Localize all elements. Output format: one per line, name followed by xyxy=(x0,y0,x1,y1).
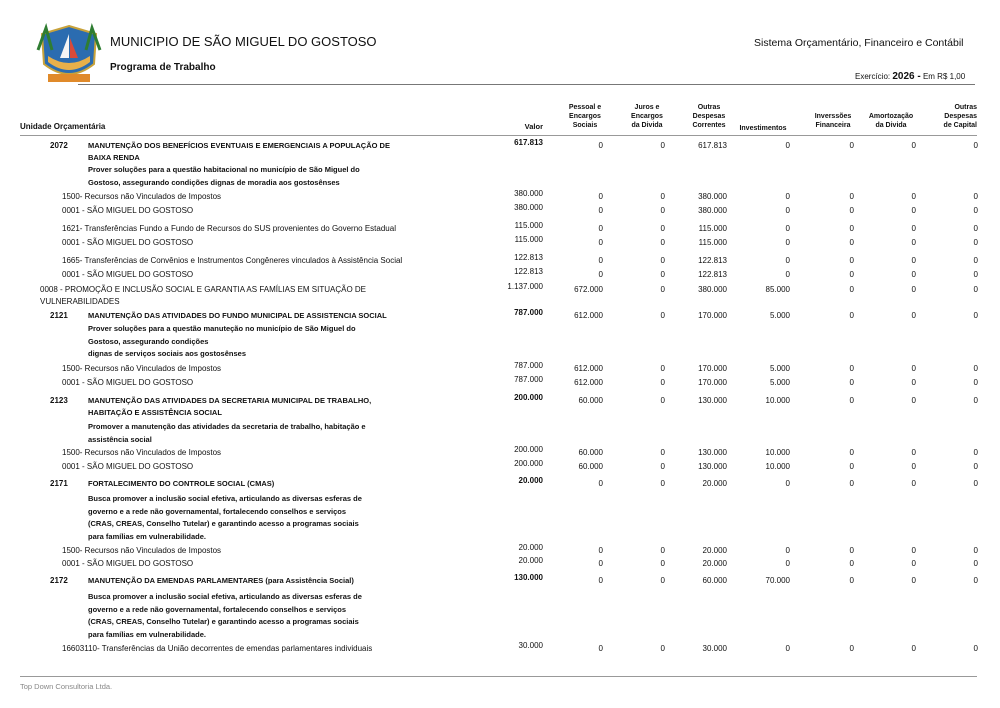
footer-divider xyxy=(20,676,977,677)
action-code: 2171 xyxy=(50,479,68,488)
cell-value: 20.000 xyxy=(702,546,727,555)
cell-value: 380.000 xyxy=(698,206,727,215)
cell-value: 0 xyxy=(598,546,603,555)
col-juros-l1: Juros e xyxy=(634,104,660,111)
cell-value: 0 xyxy=(911,644,916,653)
col-outras-correntes xyxy=(684,103,734,130)
cell-value: 380.000 xyxy=(514,189,543,198)
cell-value: 0 xyxy=(598,644,603,653)
cell-value: 0 xyxy=(660,256,665,265)
cell-value: 5.000 xyxy=(769,364,790,373)
cell-value: 20.000 xyxy=(702,559,727,568)
cell-value: 130.000 xyxy=(698,462,727,471)
cell-value: 787.000 xyxy=(514,308,543,317)
col-cap-l3: de Capital xyxy=(943,122,977,129)
cell-value: 20.000 xyxy=(518,556,543,565)
cell-value: 0 xyxy=(598,256,603,265)
col-inv-l1: Inverssões xyxy=(814,113,852,120)
cell-value: 0 xyxy=(660,479,665,488)
cell-value: 0 xyxy=(911,448,916,457)
row-label: 0001 - SÃO MIGUEL DO GOSTOSO xyxy=(62,559,194,568)
row-label: 0001 - SÃO MIGUEL DO GOSTOSO xyxy=(62,378,194,387)
table-row xyxy=(0,203,1000,219)
col-oc-l2: Despesas xyxy=(692,113,726,120)
cell-value: 787.000 xyxy=(514,375,543,384)
col-oc-l1: Outras xyxy=(697,104,721,111)
cell-value: 0 xyxy=(660,311,665,320)
row-label: 1500- Recursos não Vinculados de Impostos xyxy=(62,448,222,457)
cell-value: 0 xyxy=(973,462,978,471)
table-row xyxy=(0,543,1000,559)
col-inversoes xyxy=(805,112,861,130)
cell-value: 0 xyxy=(911,559,916,568)
description-line: para famílias em vulnerabilidade. xyxy=(88,629,206,639)
description-line: (CRAS, CREAS, Conselho Tutelar) e garantindo acesso a programas sociais xyxy=(88,519,359,528)
cell-value: 115.000 xyxy=(698,224,727,233)
col-cap-l1: Outras xyxy=(954,104,977,111)
col-oc-l3: Correntes xyxy=(692,122,726,129)
cell-value: 10.000 xyxy=(765,448,790,457)
cell-value: 60.000 xyxy=(578,462,603,471)
cell-value: 0 xyxy=(911,192,916,201)
cell-value: 0 xyxy=(785,206,790,215)
cell-value: 617.813 xyxy=(514,138,543,147)
cell-value: 0 xyxy=(785,270,790,279)
cell-value: 0 xyxy=(973,238,978,247)
cell-value: 612.000 xyxy=(574,378,603,387)
cell-value: 0 xyxy=(785,479,790,488)
cell-value: 0 xyxy=(849,224,854,233)
cell-value: 70.000 xyxy=(765,576,790,585)
row-label: 0001 - SÃO MIGUEL DO GOSTOSO xyxy=(62,270,194,279)
cell-value: 0 xyxy=(660,285,665,294)
cell-value: 200.000 xyxy=(514,459,543,468)
description-line: assistência social xyxy=(88,434,152,444)
cell-value: 0 xyxy=(660,141,665,150)
cell-value: 0 xyxy=(849,311,854,320)
cell-value: 85.000 xyxy=(765,285,790,294)
cell-value: 0 xyxy=(660,270,665,279)
row-label: MANUTENÇÃO DOS BENEFÍCIOS EVENTUAIS E EMERGENCIAIS A POPULAÇÃO DE xyxy=(88,141,390,150)
cell-value: 0 xyxy=(598,559,603,568)
table-row xyxy=(0,267,1000,283)
cell-value: 115.000 xyxy=(514,235,543,244)
col-pessoal xyxy=(560,103,610,130)
cell-value: 0 xyxy=(911,546,916,555)
description-line: dignas de serviços sociais aos gostosênses xyxy=(88,349,246,358)
cell-value: 0 xyxy=(849,192,854,201)
cell-value: 0 xyxy=(660,462,665,471)
row-label: MANUTENÇÃO DAS ATIVIDADES DA SECRETARIA MUNICIPAL DE TRABALHO, xyxy=(88,396,372,405)
cell-value: 0 xyxy=(973,141,978,150)
cell-value: 380.000 xyxy=(698,285,727,294)
table-row xyxy=(0,393,1000,417)
cell-value: 122.813 xyxy=(514,267,543,276)
cell-value: 0 xyxy=(911,576,916,585)
row-label: 1500- Recursos não Vinculados de Impostos xyxy=(62,546,222,555)
row-label: 0001 - SÃO MIGUEL DO GOSTOSO xyxy=(62,206,194,215)
table-row xyxy=(0,573,1000,589)
cell-value: 0 xyxy=(973,396,978,405)
columns-divider xyxy=(20,135,977,136)
cell-value: 0 xyxy=(973,224,978,233)
table-row xyxy=(0,361,1000,377)
cell-value: 1.137.000 xyxy=(507,282,543,291)
cell-value: 0 xyxy=(598,238,603,247)
cell-value: 0 xyxy=(785,238,790,247)
cell-value: 0 xyxy=(911,141,916,150)
description-line: Gostoso, assegurando condições dignas de moradia aos gostosênses xyxy=(88,177,340,187)
cell-value: 200.000 xyxy=(514,445,543,454)
cell-value: 0 xyxy=(849,559,854,568)
cell-value: 380.000 xyxy=(698,192,727,201)
action-description xyxy=(88,591,362,641)
cell-value: 30.000 xyxy=(518,641,543,650)
table-row xyxy=(0,476,1000,492)
cell-value: 0 xyxy=(849,396,854,405)
cell-value: 0 xyxy=(911,462,916,471)
system-name: Sistema Orçamentário, Financeiro e Contábil xyxy=(754,37,964,49)
cell-value: 0 xyxy=(660,206,665,215)
row-label-continued: HABITAÇÃO E ASSISTÊNCIA SOCIAL xyxy=(88,408,222,417)
cell-value: 122.813 xyxy=(698,256,727,265)
cell-value: 0 xyxy=(849,206,854,215)
cell-value: 0 xyxy=(849,285,854,294)
cell-value: 0 xyxy=(598,479,603,488)
cell-value: 5.000 xyxy=(769,378,790,387)
cell-value: 0 xyxy=(911,396,916,405)
description-line: (CRAS, CREAS, Conselho Tutelar) e garantindo acesso a programas sociais xyxy=(88,617,359,626)
col-am-l2: da Divida xyxy=(875,122,907,129)
cell-value: 0 xyxy=(660,378,665,387)
cell-value: 612.000 xyxy=(574,311,603,320)
row-label-continued: BAIXA RENDA xyxy=(88,153,140,162)
row-label: 1621- Transferências Fundo a Fundo de Recursos do SUS provenientes do Governo Estadual xyxy=(62,224,396,233)
footer-text: Top Down Consultoria Ltda. xyxy=(20,682,113,691)
cell-value: 0 xyxy=(973,448,978,457)
cell-value: 0 xyxy=(849,644,854,653)
cell-value: 0 xyxy=(973,559,978,568)
action-description xyxy=(88,493,362,543)
cell-value: 672.000 xyxy=(574,285,603,294)
cell-value: 0 xyxy=(973,256,978,265)
table-row xyxy=(0,459,1000,475)
cell-value: 0 xyxy=(973,270,978,279)
description-line: Prover soluções para a questão manuteção no município de São Miguel do xyxy=(88,324,356,333)
col-juros-l2: Encargos xyxy=(631,113,663,120)
col-investimentos: Investimentos xyxy=(739,125,787,132)
row-label: MANUTENÇÃO DA EMENDAS PARLAMENTARES (para Assistência Social) xyxy=(88,576,354,585)
col-amortizacao xyxy=(863,112,919,130)
col-juros-l3: da Divida xyxy=(631,122,663,129)
cell-value: 10.000 xyxy=(765,396,790,405)
currency-label: Em R$ 1,00 xyxy=(922,72,966,81)
report-title: Programa de Trabalho xyxy=(110,62,216,73)
description-line: Busca promover a inclusão social efetiva, articulando as diversas esferas de xyxy=(88,592,362,601)
cell-value: 0 xyxy=(849,479,854,488)
row-label: 1665- Transferências de Convênios e Instrumentos Congêneres vinculados à Assistência Social xyxy=(62,256,403,265)
cell-value: 20.000 xyxy=(518,476,543,485)
col-cap-l2: Despesas xyxy=(944,113,977,120)
cell-value: 0 xyxy=(911,479,916,488)
cell-value: 115.000 xyxy=(698,238,727,247)
table-row xyxy=(0,556,1000,572)
cell-value: 617.813 xyxy=(698,141,727,150)
cell-value: 0 xyxy=(660,644,665,653)
cell-value: 0 xyxy=(911,285,916,294)
col-pessoal-l3: Sociais xyxy=(572,122,598,129)
description-line: governo e a rede não governamental, fortalecendo conselhos e serviços xyxy=(88,604,347,614)
exercise-year: 2026 - xyxy=(892,71,921,82)
exercise-label: Exercício: xyxy=(855,72,891,81)
cell-value: 0 xyxy=(973,644,978,653)
table-row xyxy=(0,253,1000,269)
cell-value: 122.813 xyxy=(698,270,727,279)
cell-value: 0 xyxy=(660,448,665,457)
cell-value: 0 xyxy=(660,559,665,568)
cell-value: 0 xyxy=(598,576,603,585)
cell-value: 0 xyxy=(911,224,916,233)
cell-value: 787.000 xyxy=(514,361,543,370)
action-code: 2123 xyxy=(50,396,68,405)
cell-value: 30.000 xyxy=(702,644,727,653)
exercise-info xyxy=(855,71,965,82)
cell-value: 0 xyxy=(849,238,854,247)
col-pessoal-l1: Pessoal e xyxy=(568,104,602,111)
description-line: Prover soluções para a questão habitacional no município de São Miguel do xyxy=(88,165,360,174)
description-line: Promover a manutenção das atividades da secretaria de trabalho, habitação e xyxy=(88,422,366,431)
cell-value: 0 xyxy=(973,378,978,387)
row-label: MANUTENÇÃO DAS ATIVIDADES DO FUNDO MUNICIPAL DE ASSISTENCIA SOCIAL xyxy=(88,311,387,320)
cell-value: 0 xyxy=(911,256,916,265)
cell-value: 0 xyxy=(911,270,916,279)
cell-value: 60.000 xyxy=(702,576,727,585)
table-row xyxy=(0,282,1000,306)
cell-value: 0 xyxy=(973,479,978,488)
cell-value: 0 xyxy=(849,546,854,555)
action-description xyxy=(88,323,356,361)
cell-value: 0 xyxy=(598,141,603,150)
description-line: para famílias em vulnerabilidade. xyxy=(88,531,206,541)
cell-value: 0 xyxy=(911,378,916,387)
cell-value: 20.000 xyxy=(702,479,727,488)
cell-value: 10.000 xyxy=(765,462,790,471)
cell-value: 0 xyxy=(785,192,790,201)
cell-value: 0 xyxy=(660,364,665,373)
cell-value: 0 xyxy=(911,364,916,373)
cell-value: 170.000 xyxy=(698,311,727,320)
cell-value: 122.813 xyxy=(514,253,543,262)
row-label: 0001 - SÃO MIGUEL DO GOSTOSO xyxy=(62,462,194,471)
cell-value: 115.000 xyxy=(514,221,543,230)
cell-value: 60.000 xyxy=(578,448,603,457)
cell-value: 170.000 xyxy=(698,378,727,387)
cell-value: 0 xyxy=(973,206,978,215)
cell-value: 0 xyxy=(911,311,916,320)
cell-value: 200.000 xyxy=(514,393,543,402)
municipal-logo xyxy=(34,20,104,86)
table-row xyxy=(0,221,1000,237)
cell-value: 0 xyxy=(849,462,854,471)
cell-value: 0 xyxy=(660,546,665,555)
cell-value: 0 xyxy=(973,576,978,585)
col-capital xyxy=(925,103,977,130)
cell-value: 0 xyxy=(973,311,978,320)
cell-value: 0 xyxy=(660,576,665,585)
cell-value: 0 xyxy=(598,192,603,201)
cell-value: 0 xyxy=(785,546,790,555)
cell-value: 0 xyxy=(973,285,978,294)
cell-value: 20.000 xyxy=(518,543,543,552)
cell-value: 0 xyxy=(660,396,665,405)
row-label: 1500- Recursos não Vinculados de Impostos xyxy=(62,364,222,373)
cell-value: 0 xyxy=(849,378,854,387)
description-line: governo e a rede não governamental, fortalecendo conselhos e serviços xyxy=(88,506,347,516)
col-am-l1: Amortozação xyxy=(868,113,914,120)
action-description xyxy=(88,164,360,189)
table-row xyxy=(0,189,1000,205)
cell-value: 0 xyxy=(660,238,665,247)
cell-value: 0 xyxy=(973,192,978,201)
table-row xyxy=(0,235,1000,251)
row-label: 16603110- Transferências da União decorrentes de emendas parlamentares individuais xyxy=(62,644,373,653)
cell-value: 380.000 xyxy=(514,203,543,212)
col-pessoal-l2: Encargos xyxy=(569,113,601,120)
cell-value: 60.000 xyxy=(578,396,603,405)
row-label: FORTALECIMENTO DO CONTROLE SOCIAL (CMAS) xyxy=(88,479,275,488)
action-code: 2072 xyxy=(50,141,68,150)
cell-value: 0 xyxy=(849,448,854,457)
description-line: Gostoso, assegurando condições xyxy=(88,336,209,346)
cell-value: 0 xyxy=(598,224,603,233)
cell-value: 0 xyxy=(660,224,665,233)
cell-value: 0 xyxy=(785,141,790,150)
cell-value: 0 xyxy=(785,559,790,568)
table-row xyxy=(0,641,1000,657)
cell-value: 0 xyxy=(911,238,916,247)
cell-value: 0 xyxy=(598,206,603,215)
row-label-continued: VULNERABILIDADES xyxy=(40,297,120,306)
cell-value: 170.000 xyxy=(698,364,727,373)
cell-value: 0 xyxy=(911,206,916,215)
col-inv-l2: Financeira xyxy=(815,122,851,129)
cell-value: 0 xyxy=(785,256,790,265)
cell-value: 130.000 xyxy=(698,448,727,457)
cell-value: 0 xyxy=(849,576,854,585)
col-unit: Unidade Orçamentária xyxy=(20,122,106,131)
cell-value: 130.000 xyxy=(698,396,727,405)
cell-value: 0 xyxy=(849,256,854,265)
row-label: 1500- Recursos não Vinculados de Impostos xyxy=(62,192,222,201)
description-line: Busca promover a inclusão social efetiva, articulando as diversas esferas de xyxy=(88,494,362,503)
cell-value: 0 xyxy=(660,192,665,201)
table-row xyxy=(0,375,1000,391)
action-description xyxy=(88,421,366,446)
cell-value: 0 xyxy=(973,364,978,373)
row-label: 0001 - SÃO MIGUEL DO GOSTOSO xyxy=(62,238,194,247)
cell-value: 5.000 xyxy=(769,311,790,320)
table-row xyxy=(0,138,1000,162)
row-label: 0008 - PROMOÇÃO E INCLUSÃO SOCIAL E GARANTIA AS FAMÍLIAS EM SITUAÇÃO DE xyxy=(40,285,367,294)
cell-value: 0 xyxy=(849,364,854,373)
cell-value: 0 xyxy=(785,224,790,233)
action-code: 2172 xyxy=(50,576,68,585)
cell-value: 0 xyxy=(598,270,603,279)
municipality-name: MUNICIPIO DE SÃO MIGUEL DO GOSTOSO xyxy=(110,34,377,49)
cell-value: 612.000 xyxy=(574,364,603,373)
cell-value: 0 xyxy=(973,546,978,555)
action-code: 2121 xyxy=(50,311,68,320)
col-valor: Valor xyxy=(524,122,543,131)
header-divider xyxy=(78,84,975,85)
cell-value: 0 xyxy=(849,270,854,279)
table-row xyxy=(0,445,1000,461)
col-juros xyxy=(622,103,672,130)
cell-value: 0 xyxy=(849,141,854,150)
cell-value: 130.000 xyxy=(514,573,543,582)
cell-value: 0 xyxy=(785,644,790,653)
